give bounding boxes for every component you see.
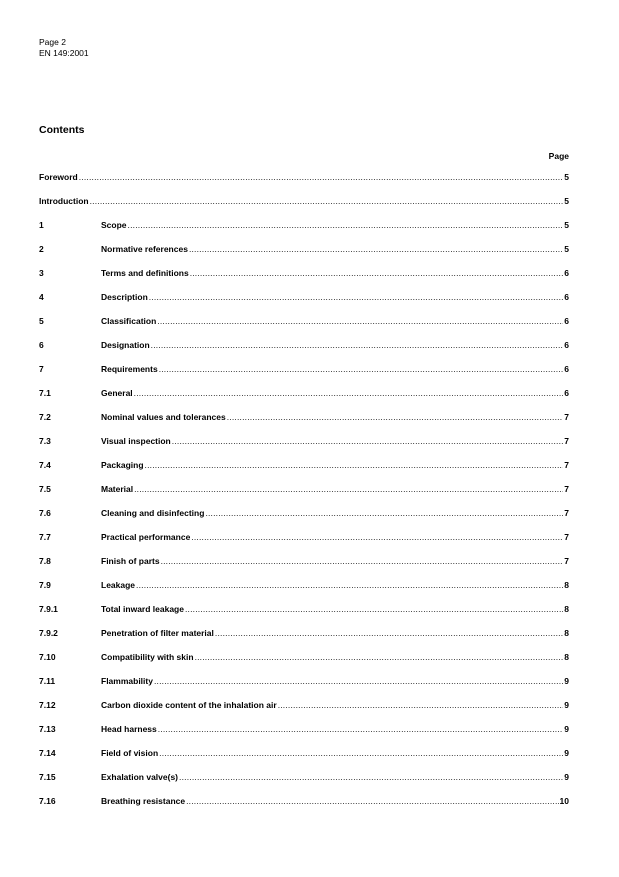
toc-entry-page: 7 xyxy=(564,532,569,542)
toc-entry[interactable] xyxy=(39,364,569,388)
toc-entry-number: 7.13 xyxy=(39,724,56,734)
toc-entry[interactable] xyxy=(39,316,569,340)
toc-entry-number: 2 xyxy=(39,244,44,254)
toc-entry-number: 7.5 xyxy=(39,484,51,494)
toc-dot-leader xyxy=(227,412,564,422)
toc-entry[interactable] xyxy=(39,340,569,364)
toc-entry[interactable] xyxy=(39,412,569,436)
toc-entry-title: Requirements xyxy=(101,364,158,374)
toc-dot-leader xyxy=(79,172,564,182)
toc-entry-title: Material xyxy=(101,484,134,494)
toc-entry[interactable] xyxy=(39,172,569,196)
toc-entry-number: 4 xyxy=(39,292,44,302)
toc-dot-leader xyxy=(149,292,564,302)
toc-dot-leader xyxy=(134,388,564,398)
toc-dot-leader xyxy=(189,244,563,254)
toc-entry-number: 6 xyxy=(39,340,44,350)
toc-dot-leader xyxy=(145,460,564,470)
toc-entry-page: 9 xyxy=(564,772,569,782)
toc-entry[interactable] xyxy=(39,532,569,556)
toc-dot-leader xyxy=(185,604,563,614)
toc-entry-number: 7.7 xyxy=(39,532,51,542)
toc-entry-page: 9 xyxy=(564,748,569,758)
toc-dot-leader xyxy=(161,556,564,566)
toc-dot-leader xyxy=(205,508,563,518)
toc-entry[interactable] xyxy=(39,460,569,484)
toc-entry-title: Flammability xyxy=(101,676,153,686)
toc-dot-leader xyxy=(128,220,564,230)
toc-entry-page: 5 xyxy=(564,172,569,182)
toc-entry-number: 7 xyxy=(39,364,44,374)
toc-entry-number: 5 xyxy=(39,316,44,326)
toc-entry-title: Carbon dioxide content of the inhalation air xyxy=(101,700,277,710)
toc-entry-number: 7.11 xyxy=(39,676,56,686)
toc-entry-title: Nominal values and tolerances xyxy=(101,412,226,422)
toc-entry-number: 7.12 xyxy=(39,700,56,710)
page-header xyxy=(39,37,89,59)
toc-entry[interactable] xyxy=(39,220,569,244)
toc-entry-number: 7.9 xyxy=(39,580,51,590)
toc-entry[interactable] xyxy=(39,628,569,652)
toc-entry-page: 9 xyxy=(564,676,569,686)
toc-entry[interactable] xyxy=(39,676,569,700)
toc-dot-leader xyxy=(186,796,558,806)
toc-entry[interactable] xyxy=(39,580,569,604)
toc-entry-number: 1 xyxy=(39,220,44,230)
toc-entry[interactable] xyxy=(39,700,569,724)
toc-entry[interactable] xyxy=(39,388,569,412)
toc-entry-page: 7 xyxy=(564,436,569,446)
toc-dot-leader xyxy=(136,580,563,590)
toc-entry-number: 3 xyxy=(39,268,44,278)
toc-entry[interactable] xyxy=(39,748,569,772)
toc-entry[interactable] xyxy=(39,556,569,580)
toc-entry-number: 7.16 xyxy=(39,796,56,806)
toc-entry-title: Finish of parts xyxy=(101,556,160,566)
toc-entry[interactable] xyxy=(39,292,569,316)
toc-entry-page: 6 xyxy=(564,340,569,350)
toc-entry-number: 7.14 xyxy=(39,748,56,758)
toc-dot-leader xyxy=(151,340,564,350)
toc-entry-page: 7 xyxy=(564,508,569,518)
toc-entry-number: 7.9.1 xyxy=(39,604,58,614)
toc-dot-leader xyxy=(134,484,563,494)
toc-entry-page: 7 xyxy=(564,460,569,470)
contents-title: Contents xyxy=(39,124,85,136)
toc-entry-page: 5 xyxy=(564,196,569,206)
toc-entry-title: Breathing resistance xyxy=(101,796,186,806)
toc-entry-number: 7.2 xyxy=(39,412,51,422)
toc-entry-title: Cleaning and disinfecting xyxy=(101,508,205,518)
toc-entry-title: Introduction xyxy=(39,196,89,206)
toc-entry-page: 5 xyxy=(564,244,569,254)
toc-entry-page: 8 xyxy=(564,628,569,638)
toc-entry-page: 10 xyxy=(559,796,569,806)
toc-entry-number: 7.4 xyxy=(39,460,51,470)
page-number-label: Page 2 xyxy=(39,37,66,47)
toc-dot-leader xyxy=(195,652,564,662)
toc-entry[interactable] xyxy=(39,268,569,292)
toc-entry[interactable] xyxy=(39,796,569,820)
toc-entry-page: 7 xyxy=(564,556,569,566)
toc-dot-leader xyxy=(190,268,564,278)
toc-entry-title: Terms and definitions xyxy=(101,268,189,278)
toc-entry[interactable] xyxy=(39,652,569,676)
toc-entry-number: 7.6 xyxy=(39,508,51,518)
toc-dot-leader xyxy=(158,724,564,734)
toc-entry-title: Penetration of filter material xyxy=(101,628,214,638)
toc-entry-number: 7.15 xyxy=(39,772,56,782)
toc-dot-leader xyxy=(159,748,563,758)
toc-entry-title: General xyxy=(101,388,133,398)
toc-entry-number: 7.1 xyxy=(39,388,51,398)
toc-entry-page: 6 xyxy=(564,316,569,326)
toc-entry-page: 8 xyxy=(564,652,569,662)
toc-entry-title: Practical performance xyxy=(101,532,191,542)
toc-entry-page: 7 xyxy=(564,412,569,422)
toc-entry-title: Packaging xyxy=(101,460,144,470)
toc-entry-title: Head harness xyxy=(101,724,157,734)
toc-entry[interactable] xyxy=(39,244,569,268)
toc-dot-leader xyxy=(90,196,564,206)
toc-entry-title: Foreword xyxy=(39,172,78,182)
toc-entry[interactable] xyxy=(39,772,569,796)
toc-entry-page: 9 xyxy=(564,724,569,734)
toc-dot-leader xyxy=(154,676,563,686)
toc-entry-page: 6 xyxy=(564,268,569,278)
toc-entry-title: Scope xyxy=(101,220,127,230)
toc-entry-title: Compatibility with skin xyxy=(101,652,194,662)
toc-dot-leader xyxy=(172,436,564,446)
toc-entry[interactable] xyxy=(39,724,569,748)
toc-entry-title: Total inward leakage xyxy=(101,604,184,614)
toc-entry-page: 9 xyxy=(564,700,569,710)
toc-entry-title: Field of vision xyxy=(101,748,159,758)
toc-entry[interactable] xyxy=(39,508,569,532)
toc-dot-leader xyxy=(215,628,563,638)
toc-entry-page: 6 xyxy=(564,388,569,398)
toc-entry-number: 7.8 xyxy=(39,556,51,566)
toc-dot-leader xyxy=(191,532,563,542)
toc-entry-page: 5 xyxy=(564,220,569,230)
toc-dot-leader xyxy=(157,316,563,326)
toc-entry-page: 8 xyxy=(564,580,569,590)
toc-entry-title: Exhalation valve(s) xyxy=(101,772,179,782)
toc-entry-title: Visual inspection xyxy=(101,436,171,446)
toc-entry[interactable] xyxy=(39,484,569,508)
toc-entry-title: Normative references xyxy=(101,244,188,254)
toc-entry-page: 8 xyxy=(564,604,569,614)
toc-entry-title: Designation xyxy=(101,340,150,350)
toc-entry-title: Classification xyxy=(101,316,157,326)
toc-entry-number: 7.9.2 xyxy=(39,628,58,638)
toc-entry-number: 7.10 xyxy=(39,652,56,662)
toc-entry-page: 6 xyxy=(564,364,569,374)
toc-entry[interactable] xyxy=(39,196,569,220)
toc-entry-page: 6 xyxy=(564,292,569,302)
toc-entry-title: Description xyxy=(101,292,148,302)
page-column-label: Page xyxy=(548,151,569,161)
toc-entry-number: 7.3 xyxy=(39,436,51,446)
toc-entry-title: Leakage xyxy=(101,580,136,590)
toc-entry-page: 7 xyxy=(564,484,569,494)
standard-id: EN 149:2001 xyxy=(39,48,89,58)
toc-entry[interactable] xyxy=(39,604,569,628)
toc-dot-leader xyxy=(179,772,563,782)
toc-entry[interactable] xyxy=(39,436,569,460)
toc-dot-leader xyxy=(159,364,564,374)
toc-dot-leader xyxy=(278,700,564,710)
table-of-contents xyxy=(39,172,569,820)
